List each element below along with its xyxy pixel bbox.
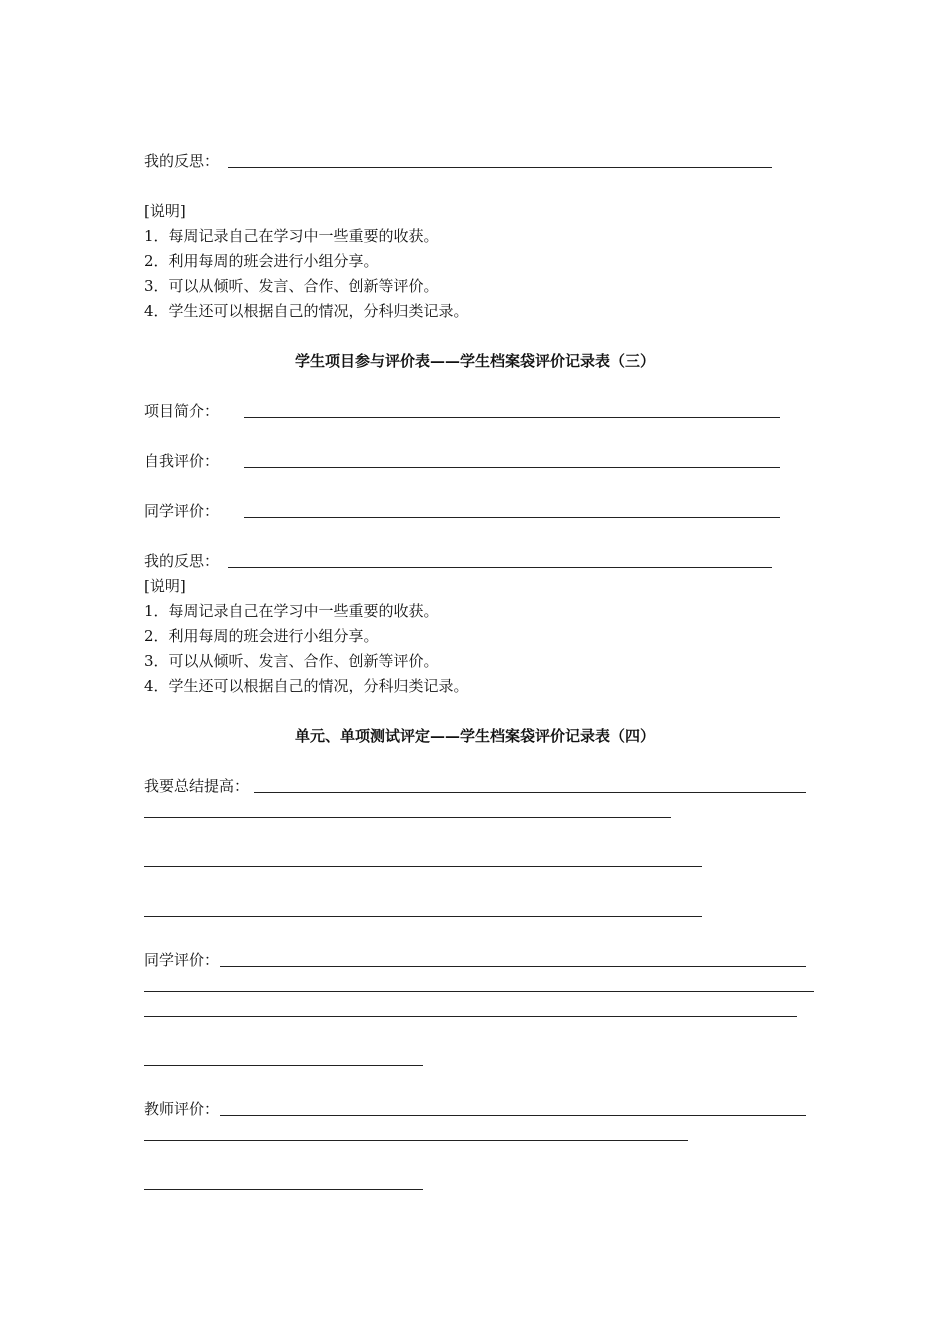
reflection-line[interactable] xyxy=(228,567,772,568)
note-title: [说明] xyxy=(144,202,186,220)
summary-label: 我要总结提高： xyxy=(144,777,250,795)
peer-eval-line[interactable] xyxy=(144,1065,423,1066)
reflection-label: 我的反思： xyxy=(144,152,220,170)
peer-eval-line[interactable] xyxy=(144,991,814,992)
note-item: 3．可以从倾听、发言、合作、创新等评价。 xyxy=(144,652,439,670)
summary-line[interactable] xyxy=(144,866,702,867)
peer-eval-line[interactable] xyxy=(220,966,806,967)
reflection-label: 我的反思： xyxy=(144,552,220,570)
teacher-eval-line[interactable] xyxy=(144,1189,423,1190)
note-item: 3．可以从倾听、发言、合作、创新等评价。 xyxy=(144,277,439,295)
reflection-line[interactable] xyxy=(228,167,772,168)
note-item: 2．利用每周的班会进行小组分享。 xyxy=(144,252,379,270)
teacher-eval-line[interactable] xyxy=(144,1140,688,1141)
peer-eval-label: 同学评价： xyxy=(144,951,220,969)
note-item: 1．每周记录自己在学习中一些重要的收获。 xyxy=(144,602,439,620)
summary-line[interactable] xyxy=(144,916,702,917)
self-eval-label: 自我评价： xyxy=(144,452,220,470)
section4-title: 单元、单项测试评定——学生档案袋评价记录表（四） xyxy=(294,727,655,745)
peer-eval-line[interactable] xyxy=(244,517,780,518)
peer-eval-line[interactable] xyxy=(144,1016,797,1017)
project-intro-label: 项目简介： xyxy=(144,402,220,420)
section3-title: 学生项目参与评价表——学生档案袋评价记录表（三） xyxy=(294,352,655,370)
project-intro-line[interactable] xyxy=(244,417,780,418)
self-eval-line[interactable] xyxy=(244,467,780,468)
teacher-eval-line[interactable] xyxy=(220,1115,806,1116)
note-title: [说明] xyxy=(144,577,186,595)
note-item: 1．每周记录自己在学习中一些重要的收获。 xyxy=(144,227,439,245)
note-item: 4．学生还可以根据自己的情况，分科归类记录。 xyxy=(144,677,469,695)
summary-line[interactable] xyxy=(144,817,671,818)
note-item: 2．利用每周的班会进行小组分享。 xyxy=(144,627,379,645)
peer-eval-label: 同学评价： xyxy=(144,502,220,520)
summary-line[interactable] xyxy=(254,792,806,793)
note-item: 4．学生还可以根据自己的情况，分科归类记录。 xyxy=(144,302,469,320)
teacher-eval-label: 教师评价： xyxy=(144,1100,220,1118)
